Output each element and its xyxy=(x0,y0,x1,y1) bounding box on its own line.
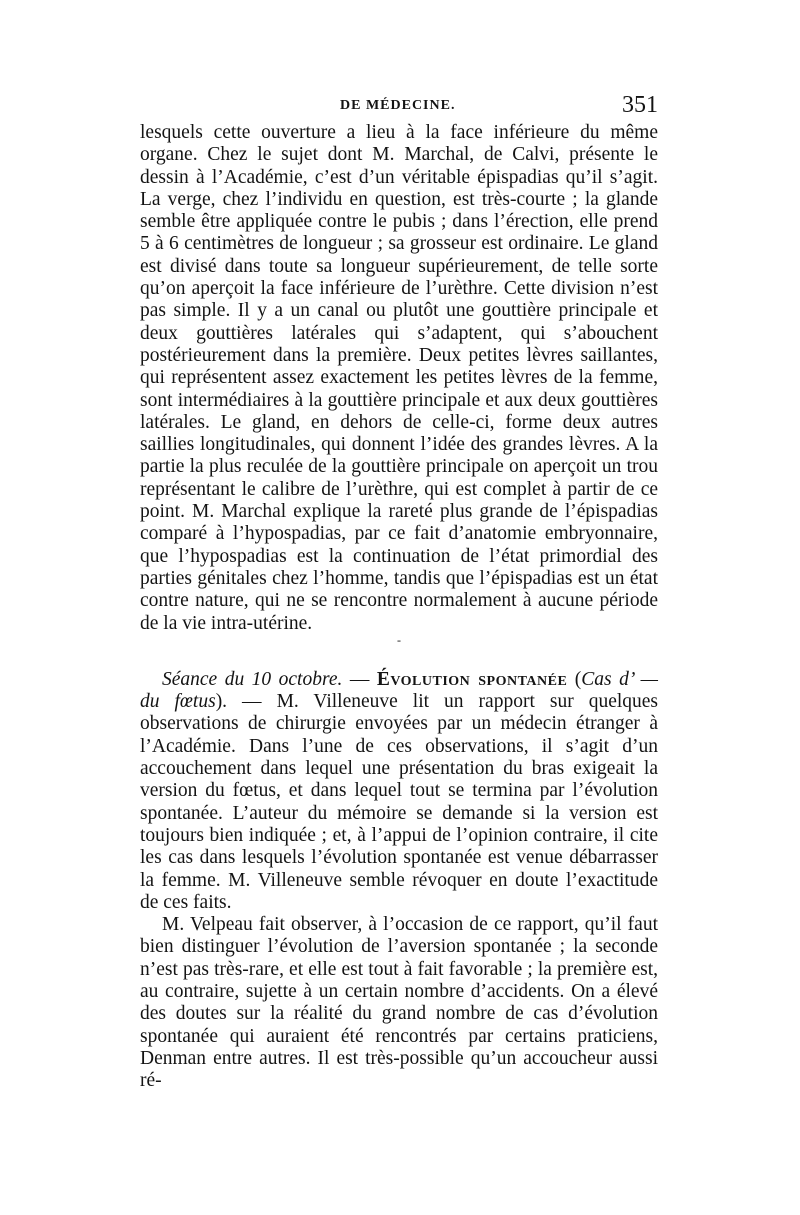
section-separator: - xyxy=(397,632,401,647)
paragraph-velpeau: M. Velpeau fait observer, à l’occasion de ce rapport, qu’il faut bien distinguer l’évolution de l’aversion spontanée ; la seconde n’est pas très-rare, et elle est tout à fait favorable ; la première est, au contraire, sujette à un certain nombre d’accidents. On a élevé des doutes sur la réalité du grand nombre de cas d’évolution spontanée qui auraient été rencontrés par certains praticiens, Denman entre autres. Il est très-possible qu’un accoucheur aussi ré- xyxy=(140,914,658,1092)
body-text xyxy=(140,122,658,1092)
paragraph-seance xyxy=(140,669,658,914)
topic-parenthetical: Cas d’ — du fœtus xyxy=(140,668,659,713)
running-title: DE MÉDECINE. xyxy=(340,98,456,113)
page-header xyxy=(140,92,658,122)
session-heading: Séance du 10 octobre. xyxy=(162,668,343,690)
paren-open: ( xyxy=(567,668,582,690)
section-gap xyxy=(140,645,658,669)
paragraph-epispadias: lesquels cette ouverture a lieu à la face inférieure du même organe. Chez le sujet dont M. Marchal, de Calvi, présente le dessin à l’Académie, c’est d’un véritable épispadias qu’il s’agit. La verge, chez l’individu en question, est très-courte ; la glande semble être appliquée contre le pubis ; dans l’érection, elle prend 5 à 6 centimètres de longueur ; sa grosseur est ordinaire. Le gland est divisé dans toute sa longueur supérieurement, de telle sorte qu’on aperçoit la face inférieure de l’urèthre. Cette division n’est pas simple. Il y a un canal ou plutôt une gouttière principale et deux gouttières latérales qui s’adaptent, qui s’abouchent postérieurement dans la première. Deux petites lèvres saillantes, qui représentent assez exactement les petites lèvres de la femme, sont intermédiaires à la gouttière principale et aux deux gouttières latérales. Le gland, en dehors de celle-ci, forme deux autres saillies longitudinales, qui donnent l’idée des grandes lèvres. A la partie la plus reculée de la gouttière principale on aperçoit un trou représentant le calibre de l’urèthre, qui est complet à partir de ce point. M. Marchal explique la rareté plus grande de l’épispadias comparé à l’hypospadias, par ce fait d’anatomie embryonnaire, que l’hypospadias est la continuation de l’état primordial des parties génitales chez l’homme, tandis que l’épispadias est un état contre nature, qui ne se rencontre normalement à aucune période de la vie intra-utérine. xyxy=(140,122,658,634)
em-dash: — xyxy=(227,691,277,713)
paragraph-seance-text: M. Villeneuve lit un rapport sur quelques observations de chirurgie envoyées par un médecin étranger à l’Académie. Dans l’une de ces observations, il s’agit d’un accouchement dans lequel une présentation du bras exigeait la version du fœtus, et dans lequel tout se termina par l’évolution spontanée. L’auteur du mémoire se demande si la version est toujours bien indiquée ; et, à l’appui de l’opinion contraire, il cite les cas dans lesquels l’évolution spontanée est venue débarrasser la femme. M. Villeneuve semble révoquer en doute l’exactitude de ces faits. xyxy=(140,691,659,913)
topic-heading: Évolution spontanée xyxy=(376,668,568,690)
page-number: 351 xyxy=(622,92,658,118)
em-dash: — xyxy=(342,668,377,690)
paren-close: ). xyxy=(215,691,228,713)
